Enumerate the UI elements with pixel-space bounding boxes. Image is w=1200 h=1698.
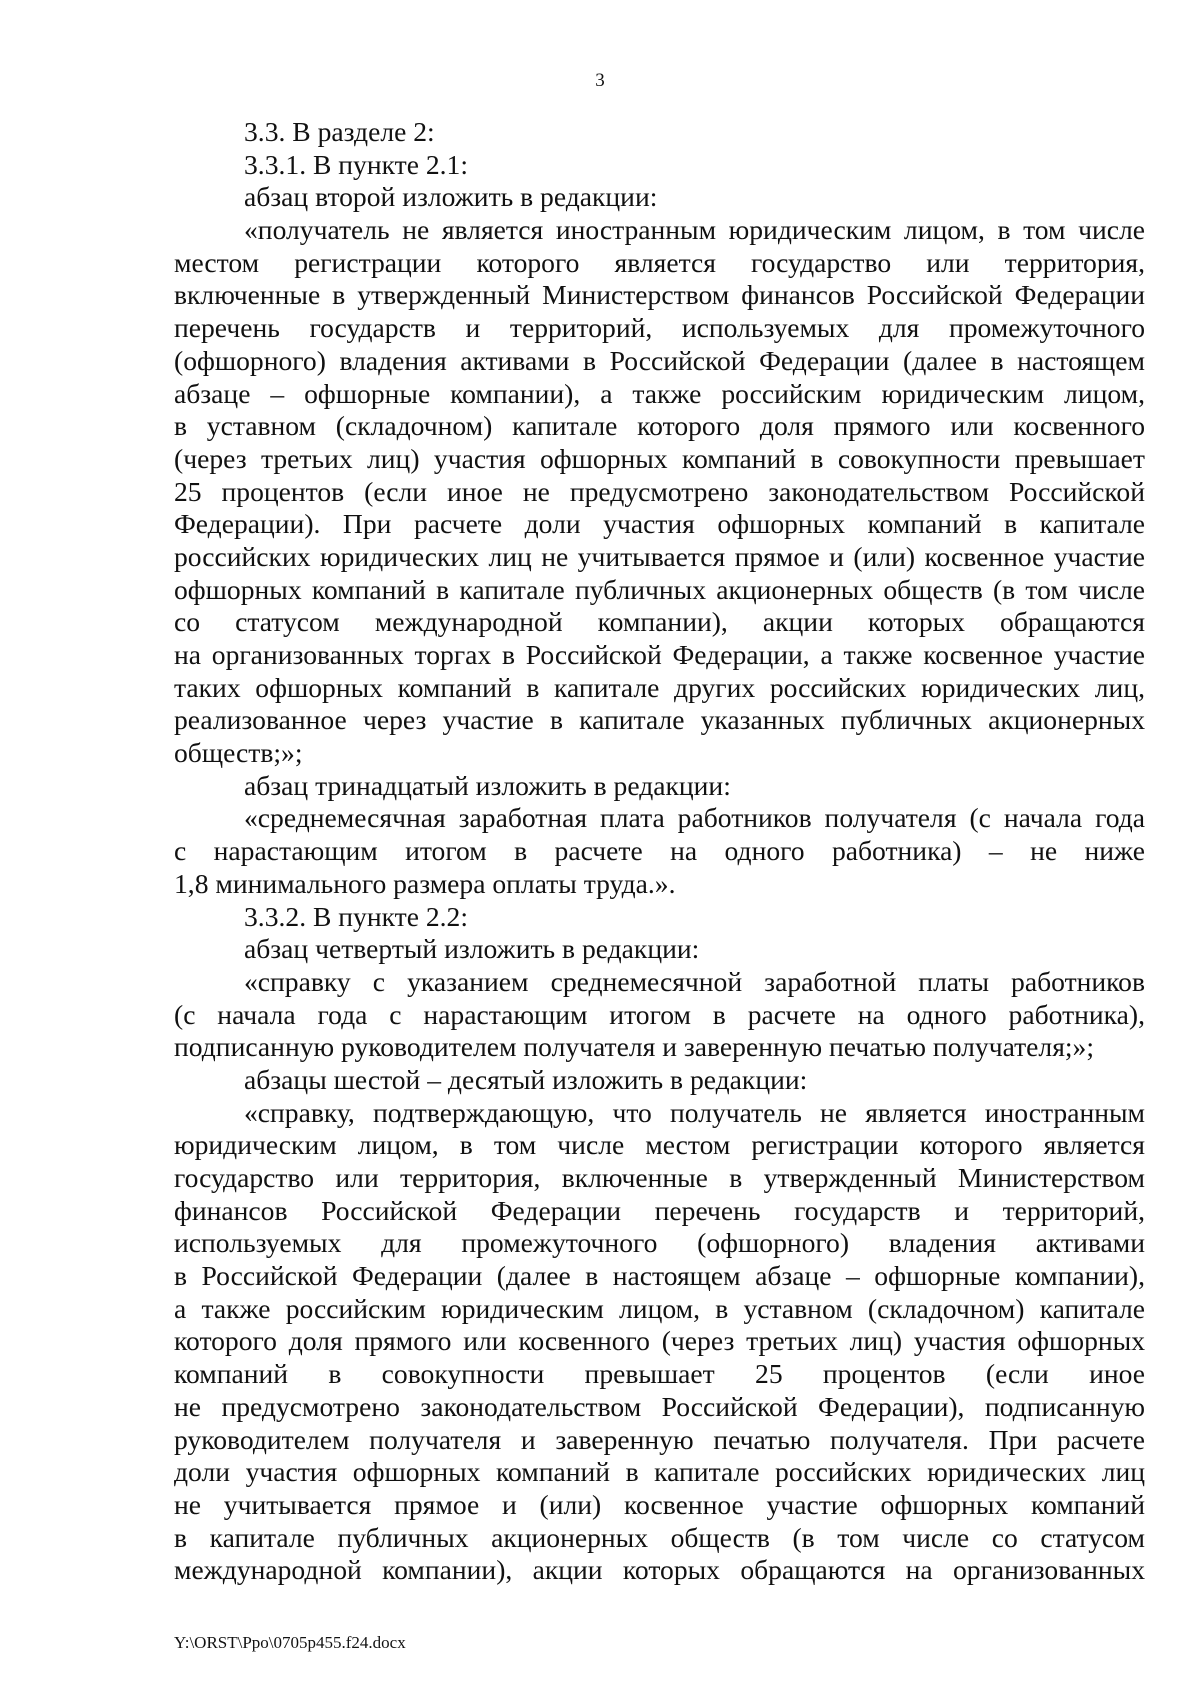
quoted-text-line: финансов Российской Федерации перечень государств и территорий, xyxy=(174,1194,1145,1226)
quoted-text-line: «среднемесячная заработная плата работников получателя (с начала года xyxy=(244,802,1145,834)
instruction-line: абзац тринадцатый изложить в редакции: xyxy=(244,769,731,801)
section-heading: 3.3. В разделе 2: xyxy=(244,116,435,147)
quoted-text-line: которого доля прямого или косвенного (через третьих лиц) участия офшорных xyxy=(174,1325,1145,1357)
quoted-text-line: со статусом международной компании), акции которых обращаются xyxy=(174,606,1145,638)
quoted-text-line: 1,8 минимального размера оплаты труда.». xyxy=(174,867,676,899)
quoted-text-line: с нарастающим итогом в расчете на одного работника) – не ниже xyxy=(174,835,1145,867)
quoted-text-line: (офшорного) владения активами в Российской Федерации (далее в настоящем xyxy=(174,344,1145,376)
subsection-heading: 3.3.2. В пункте 2.2: xyxy=(244,900,469,932)
quoted-text-line: (с начала года с нарастающим итогом в расчете на одного работника), xyxy=(174,998,1145,1030)
quoted-text-line: международной компании), акции которых обращаются на организованных xyxy=(174,1554,1145,1586)
instruction-line: абзац четвертый изложить в редакции: xyxy=(244,933,700,965)
quoted-text-line: в уставном (складочном) капитале которого доля прямого или косвенного xyxy=(174,410,1145,442)
instruction-line: абзац второй изложить в редакции: xyxy=(244,181,658,213)
quoted-text-line: таких офшорных компаний в капитале других российских юридических лиц, xyxy=(174,671,1145,703)
quoted-text-line: перечень государств и территорий, используемых для промежуточного xyxy=(174,312,1145,344)
quoted-text-line: реализованное через участие в капитале указанных публичных акционерных xyxy=(174,704,1145,736)
quoted-text-line: «получатель не является иностранным юридическим лицом, в том числе xyxy=(244,214,1145,246)
quoted-text-line: Федерации). При расчете доли участия офшорных компаний в капитале xyxy=(174,508,1145,540)
page-number: 3 xyxy=(595,70,605,91)
quoted-text-line: а также российским юридическим лицом, в уставном (складочном) капитале xyxy=(174,1292,1145,1324)
quoted-text-line: «справку с указанием среднемесячной заработной платы работников xyxy=(244,965,1145,997)
quoted-text-line: включенные в утвержденный Министерством финансов Российской Федерации xyxy=(174,279,1145,311)
quoted-text-line: государство или территория, включенные в утвержденный Министерством xyxy=(174,1162,1145,1193)
subsection-heading: 3.3.1. В пункте 2.1: xyxy=(244,148,469,180)
quoted-text-line: не предусмотрено законодательством Российской Федерации), подписанную xyxy=(174,1390,1145,1422)
quoted-text-line: 25 процентов (если иное не предусмотрено законодательством Российской xyxy=(174,475,1145,507)
quoted-text-line: офшорных компаний в капитале публичных акционерных обществ (в том числе xyxy=(174,573,1145,605)
file-path-footer: Y:\ORST\Ppo\0705p455.f24.docx xyxy=(174,1633,406,1652)
quoted-text-line: подписанную руководителем получателя и заверенную печатью получателя;»; xyxy=(174,1031,1095,1063)
document-body xyxy=(174,116,1145,1587)
quoted-text-line: доли участия офшорных компаний в капитале российских юридических лиц xyxy=(174,1456,1145,1488)
quoted-text-line: в Российской Федерации (далее в настоящем абзаце – офшорные компании), xyxy=(174,1260,1145,1292)
quoted-text-line: местом регистрации которого является государство или территория, xyxy=(174,246,1145,278)
quoted-text-line: абзаце – офшорные компании), а также российским юридическим лицом, xyxy=(174,377,1145,409)
quoted-text-line: обществ;»; xyxy=(174,737,303,769)
quoted-text-line: на организованных торгах в Российской Федерации, а также косвенное участие xyxy=(174,639,1145,670)
quoted-text-line: компаний в совокупности превышает 25 процентов (если иное xyxy=(174,1358,1145,1390)
quoted-text-line: используемых для промежуточного (офшорного) владения активами xyxy=(174,1227,1145,1259)
instruction-line: абзацы шестой – десятый изложить в редакции: xyxy=(244,1063,808,1095)
quoted-text-line: «справку, подтверждающую, что получатель не является иностранным xyxy=(244,1096,1145,1128)
quoted-text-line: не учитывается прямое и (или) косвенное участие офшорных компаний xyxy=(174,1488,1145,1520)
quoted-text-line: в капитале публичных акционерных обществ (в том числе со статусом xyxy=(174,1521,1145,1553)
quoted-text-line: юридическим лицом, в том числе местом регистрации которого является xyxy=(174,1129,1145,1161)
quoted-text-line: руководителем получателя и заверенную печатью получателя. При расчете xyxy=(174,1423,1145,1455)
quoted-text-line: (через третьих лиц) участия офшорных компаний в совокупности превышает xyxy=(174,442,1145,474)
quoted-text-line: российских юридических лиц не учитывается прямое и (или) косвенное участие xyxy=(174,540,1145,572)
